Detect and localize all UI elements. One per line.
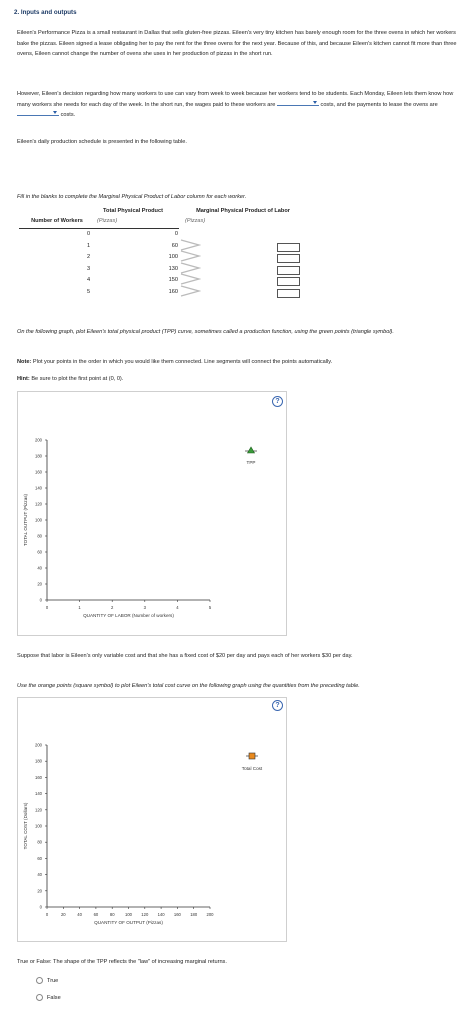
legend-label: TPP [246,460,256,465]
mpp-input[interactable] [277,254,300,263]
tpp-cell: 100 [168,254,178,260]
y-tick-label: 40 [37,872,42,878]
workers-header: Number of Workers [31,218,83,224]
help-icon[interactable]: ? [272,700,283,711]
option-label: False [47,994,61,1001]
hint [17,374,461,385]
x-tick-label: 4 [176,605,179,610]
mpp-header: Marginal Physical Product of Labor [196,208,290,214]
option-false[interactable] [36,994,61,1001]
graph1-instruction: On the following graph, plot Eileen's total physical product (TPP) curve, sometimes called a production function, using the green points (triangle symbol). [17,329,394,335]
graph2-instruction: Use the orange points (square symbol) to plot Eileen's total cost curve on the following graph using the quantities from the preceding table. [17,683,360,689]
workers-cell: 5 [87,288,91,295]
y-tick-label: 60 [37,549,42,555]
header-rule [19,228,179,229]
x-axis-label: QUANTITY OF OUTPUT (Pizzas) [94,920,163,925]
table-row [17,288,307,299]
radio-button[interactable] [36,994,43,1001]
table-row [17,242,307,253]
intro-paragraph: Eileen's Performance Pizza is a small restaurant in Dallas that sells gluten-free pizzas. Eileen's very tiny kitchen has barely enough room for the three ovens in which her workers bake the pizzas. Eileen signed a lease obligating her to pay the rent for the three ovens for the next year. Because of this, and because Eileen's kitchen cannot fit more than three ovens, Eileen cannot change the number of ovens she uses in her production of pizzas in the short run. [17,30,457,58]
tpp-cell: 160 [168,288,178,295]
mpp-input[interactable] [277,243,300,252]
y-tick-label: 20 [37,581,42,587]
schedule-intro: Eileen's daily production schedule is presented in the following table. [17,139,187,145]
mpp-input[interactable] [277,277,300,286]
y-tick-label: 60 [37,855,42,861]
tpp-graph-panel[interactable] [17,391,287,636]
orange-square-icon [249,753,255,759]
x-tick-label: 40 [77,912,82,917]
wages-cost-dropdown[interactable] [277,100,319,106]
option-true[interactable] [36,977,58,984]
legend-label: Total Cost [241,766,263,771]
x-tick-label: 200 [206,912,214,917]
workers-cell: 2 [87,254,91,260]
x-axis-label: QUANTITY OF LABOR (Number of workers) [83,613,174,618]
table-rows [17,230,307,300]
table-row [17,265,307,276]
y-tick-label: 140 [35,485,42,491]
total-cost-chart[interactable] [18,698,288,943]
x-tick-label: 100 [125,912,132,917]
y-axis-label: TOTAL COST (Dollars) [23,802,28,850]
mpp-input[interactable] [277,266,300,275]
workers-cell: 1 [87,242,91,249]
decision-text-2: costs, and the payments to lease the ovens are [320,101,438,108]
x-tick-label: 0 [45,605,49,610]
y-tick-label: 140 [35,791,42,797]
table-row [17,276,307,287]
note-text: Plot your points in the order in which you would like them connected. Line segments will connect the points automatically. [32,359,333,365]
x-tick-label: 5 [208,605,212,610]
tpp-cell: 60 [171,242,178,249]
cost-paragraph: Suppose that labor is Eileen's only variable cost and that she has a fixed cost of $20 per day and pays each of her workers $30 per day. [17,653,353,659]
chevron-down-icon [313,101,317,104]
production-table [17,208,307,300]
workers-cell: 0 [87,231,91,237]
y-tick-label: 0 [39,904,42,910]
x-tick-label: 20 [60,912,66,917]
y-tick-label: 120 [35,807,42,813]
note-label: Note: [17,359,32,365]
x-tick-label: 60 [93,912,99,917]
tpp-cell: 150 [168,277,178,283]
y-tick-label: 120 [35,501,42,507]
y-tick-label: 100 [35,823,42,829]
x-tick-label: 3 [143,605,146,610]
y-tick-label: 80 [37,533,42,539]
tpp-chart[interactable] [18,392,288,637]
table-row [17,253,307,264]
decision-paragraph [17,89,461,121]
question-title: 2. Inputs and outputs [14,9,77,16]
y-tick-label: 40 [37,565,42,571]
tpp-header: Total Physical Product [103,208,163,214]
table-instruction: Fill in the blanks to complete the Marginal Physical Product of Labor column for each worker. [17,194,247,200]
mpp-subheader: (Pizzas) [185,218,206,224]
tpp-cell: 130 [168,265,178,272]
y-tick-label: 20 [37,888,42,894]
decision-text-1: However, Eileen's decision regarding how many workers to use can vary from week to week because her workers tend to be students. Each Monday, Eileen lets them know how many workers she needs for each day of the week. In the short run, the wages paid to these workers are [17,91,454,108]
y-tick-label: 200 [35,742,42,748]
tf-question: True or False: The shape of the TPP reflects the "law" of increasing marginal returns. [17,959,227,965]
workers-cell: 4 [87,277,91,283]
x-tick-label: 140 [157,912,165,917]
y-axis-label: TOTAL OUTPUT (Pizzas) [23,493,28,547]
x-tick-label: 180 [190,912,198,917]
x-tick-label: 160 [173,912,181,917]
x-tick-label: 1 [78,605,81,610]
hint-label: Hint: [17,376,30,382]
x-tick-label: 0 [45,912,49,917]
y-tick-label: 80 [37,839,42,845]
x-tick-label: 80 [109,912,115,917]
tpp-cell: 0 [174,231,178,237]
y-tick-label: 180 [35,758,42,764]
y-tick-label: 0 [39,597,42,603]
table-row [17,230,307,241]
y-tick-label: 160 [35,774,42,780]
total-cost-graph-panel[interactable] [17,697,287,942]
y-tick-label: 100 [35,517,42,523]
tpp-subheader: (Pizzas) [97,218,118,224]
bracket-arrow-icon [179,285,201,299]
y-tick-label: 160 [35,469,42,475]
y-tick-label: 200 [35,437,42,443]
lease-cost-dropdown[interactable] [17,110,59,116]
option-label: True [47,977,59,984]
help-icon[interactable]: ? [272,396,283,407]
chevron-down-icon [53,111,57,114]
note [17,357,461,368]
hint-text: Be sure to plot the first point at (0, 0). [31,376,124,382]
green-triangle-icon [248,447,255,453]
decision-text-3: costs. [60,112,76,119]
x-tick-label: 2 [111,605,114,610]
x-tick-label: 120 [141,912,149,917]
workers-cell: 3 [87,265,91,272]
y-tick-label: 180 [35,453,42,459]
radio-button[interactable] [36,977,43,984]
mpp-input[interactable] [277,289,300,298]
